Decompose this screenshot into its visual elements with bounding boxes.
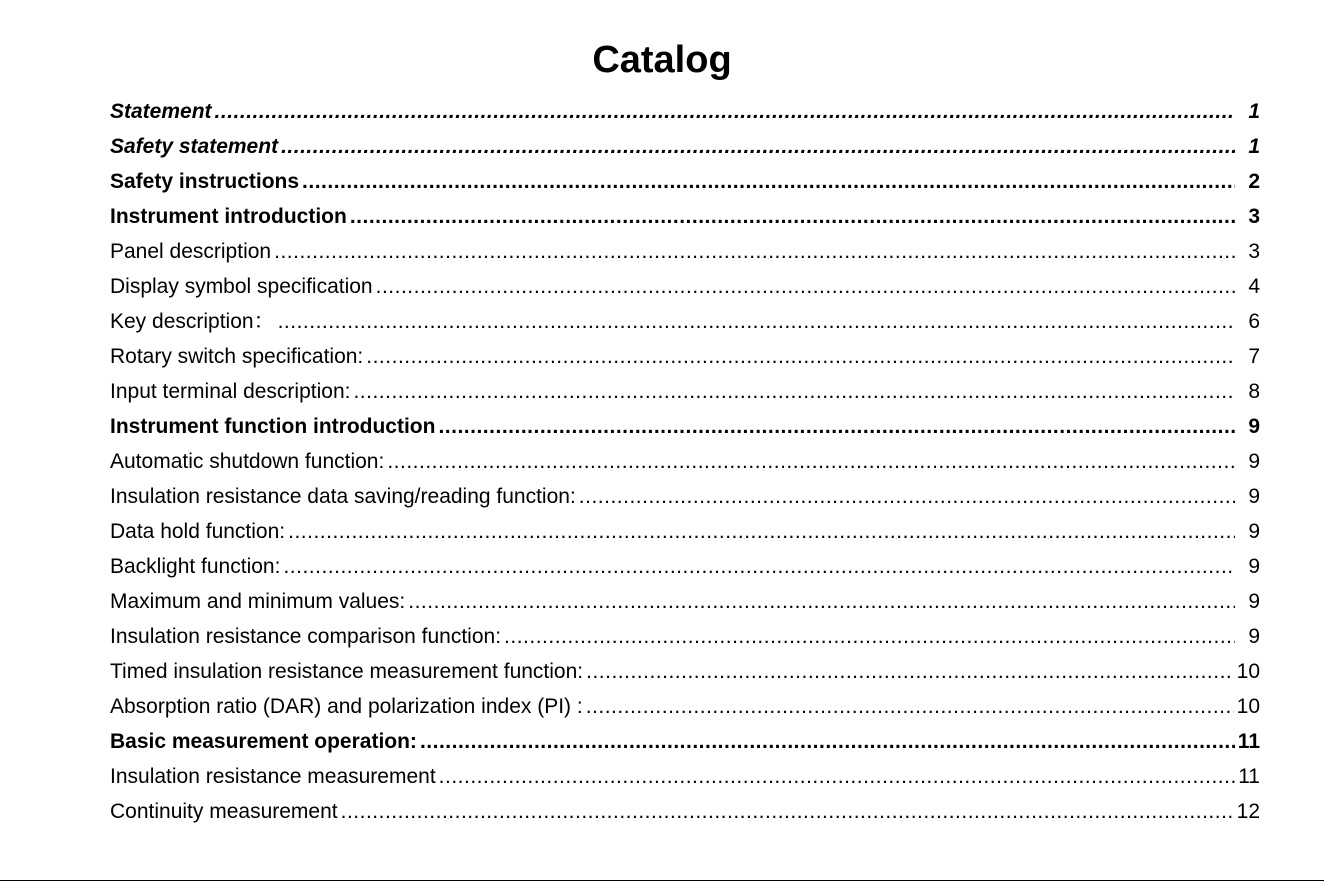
- toc-entry-label: Instrument introduction: [110, 205, 347, 228]
- toc-entry-label: Basic measurement operation:: [110, 730, 417, 753]
- toc-dot-leader: [438, 409, 1235, 444]
- toc-entry-instrument-function-introduction[interactable]: [110, 409, 1260, 444]
- toc-entry-label: Safety statement: [110, 135, 279, 158]
- toc-entry-page: 11: [1237, 730, 1260, 753]
- toc-entry-label: Maximum and minimum values:: [110, 590, 406, 613]
- toc-entry-automatic-shutdown-function[interactable]: [110, 444, 1260, 479]
- page-bottom-divider: [0, 880, 1324, 881]
- toc-entry-absorption-ratio-polarization-index[interactable]: [110, 689, 1260, 724]
- toc-entry-page: 9: [1248, 555, 1260, 578]
- toc-dot-leader: [350, 199, 1235, 234]
- toc-entry-page: 9: [1248, 450, 1260, 473]
- toc-entry-insulation-comparison-function[interactable]: [110, 619, 1260, 654]
- toc-entry-page: 9: [1248, 625, 1260, 648]
- toc-dot-leader: [366, 339, 1235, 374]
- toc-entry-page: 11: [1238, 765, 1260, 788]
- toc-entry-page: 9: [1248, 415, 1260, 438]
- toc-dot-leader: [408, 584, 1235, 619]
- toc-entry-label: Panel description: [110, 240, 272, 263]
- toc-dot-leader: [274, 234, 1235, 269]
- toc-entry-label: Input terminal description:: [110, 380, 351, 403]
- toc-dot-leader: [341, 794, 1234, 829]
- toc-dot-leader: [439, 759, 1235, 794]
- toc-entry-page: 1: [1248, 100, 1260, 123]
- toc-entry-label: Data hold function:: [110, 520, 286, 543]
- toc-entry-rotary-switch-specification[interactable]: [110, 339, 1260, 374]
- toc-entry-label: Statement: [110, 100, 212, 123]
- toc-entry-page: 6: [1248, 310, 1260, 333]
- toc-entry-page: 10: [1236, 695, 1260, 718]
- toc-dot-leader: [283, 549, 1235, 584]
- toc-dot-leader: [579, 479, 1235, 514]
- toc-entry-label: Backlight function:: [110, 555, 281, 578]
- toc-dot-leader: [586, 654, 1234, 689]
- toc-entry-input-terminal-description[interactable]: [110, 374, 1260, 409]
- toc-entry-key-description[interactable]: [110, 304, 1260, 339]
- toc-entry-continuity-measurement[interactable]: [110, 794, 1260, 829]
- toc-entry-page: 10: [1236, 660, 1260, 683]
- toc-entry-backlight-function[interactable]: [110, 549, 1260, 584]
- toc-dot-leader: [420, 724, 1235, 759]
- toc-entry-page: 1: [1248, 135, 1260, 158]
- page-title: Catalog: [592, 39, 732, 81]
- toc-dot-leader: [504, 619, 1235, 654]
- table-of-contents: [110, 94, 1260, 829]
- toc-dot-leader: [353, 374, 1235, 409]
- toc-entry-label: Timed insulation resistance measurement function:: [110, 660, 584, 683]
- toc-entry-label: Insulation resistance measurement: [110, 765, 436, 788]
- toc-entry-page: 9: [1248, 590, 1260, 613]
- toc-entry-basic-measurement-operation[interactable]: [110, 724, 1260, 759]
- toc-entry-page: 3: [1248, 240, 1260, 263]
- toc-dot-leader: [586, 689, 1234, 724]
- toc-entry-page: 3: [1248, 205, 1260, 228]
- toc-entry-label: Key description：: [110, 310, 275, 333]
- toc-entry-label: Display symbol specification: [110, 275, 373, 298]
- toc-dot-leader: [281, 129, 1235, 164]
- toc-entry-label: Automatic shutdown function:: [110, 450, 385, 473]
- toc-entry-timed-insulation-measurement[interactable]: [110, 654, 1260, 689]
- toc-entry-page: 2: [1248, 170, 1260, 193]
- toc-entry-label: Instrument function introduction: [110, 415, 436, 438]
- toc-entry-insulation-resistance-measurement[interactable]: [110, 759, 1260, 794]
- toc-entry-label: Absorption ratio (DAR) and polarization index (PI) :: [110, 695, 583, 718]
- toc-entry-page: 4: [1248, 275, 1260, 298]
- toc-entry-page: 9: [1248, 485, 1260, 508]
- toc-entry-label: Rotary switch specification:: [110, 345, 364, 368]
- toc-dot-leader: [288, 514, 1235, 549]
- toc-entry-safety-statement[interactable]: [110, 129, 1260, 164]
- toc-dot-leader: [387, 444, 1235, 479]
- toc-entry-page: 7: [1248, 345, 1260, 368]
- toc-entry-insulation-data-saving-reading[interactable]: [110, 479, 1260, 514]
- toc-entry-safety-instructions[interactable]: [110, 164, 1260, 199]
- toc-dot-leader: [376, 269, 1235, 304]
- toc-entry-instrument-introduction[interactable]: [110, 199, 1260, 234]
- toc-dot-leader: [215, 94, 1235, 129]
- toc-entry-label: Continuity measurement: [110, 800, 338, 823]
- toc-entry-page: 9: [1248, 520, 1260, 543]
- toc-entry-page: 8: [1248, 380, 1260, 403]
- toc-entry-data-hold-function[interactable]: [110, 514, 1260, 549]
- toc-entry-label: Safety instructions: [110, 170, 300, 193]
- toc-entry-label: Insulation resistance data saving/reading function:: [110, 485, 576, 508]
- toc-entry-display-symbol-specification[interactable]: [110, 269, 1260, 304]
- toc-entry-label: Insulation resistance comparison function:: [110, 625, 502, 648]
- toc-dot-leader: [278, 304, 1235, 339]
- toc-entry-panel-description[interactable]: [110, 234, 1260, 269]
- toc-entry-maximum-minimum-values[interactable]: [110, 584, 1260, 619]
- toc-entry-page: 12: [1236, 800, 1260, 823]
- toc-entry-statement[interactable]: [110, 94, 1260, 129]
- toc-dot-leader: [302, 164, 1235, 199]
